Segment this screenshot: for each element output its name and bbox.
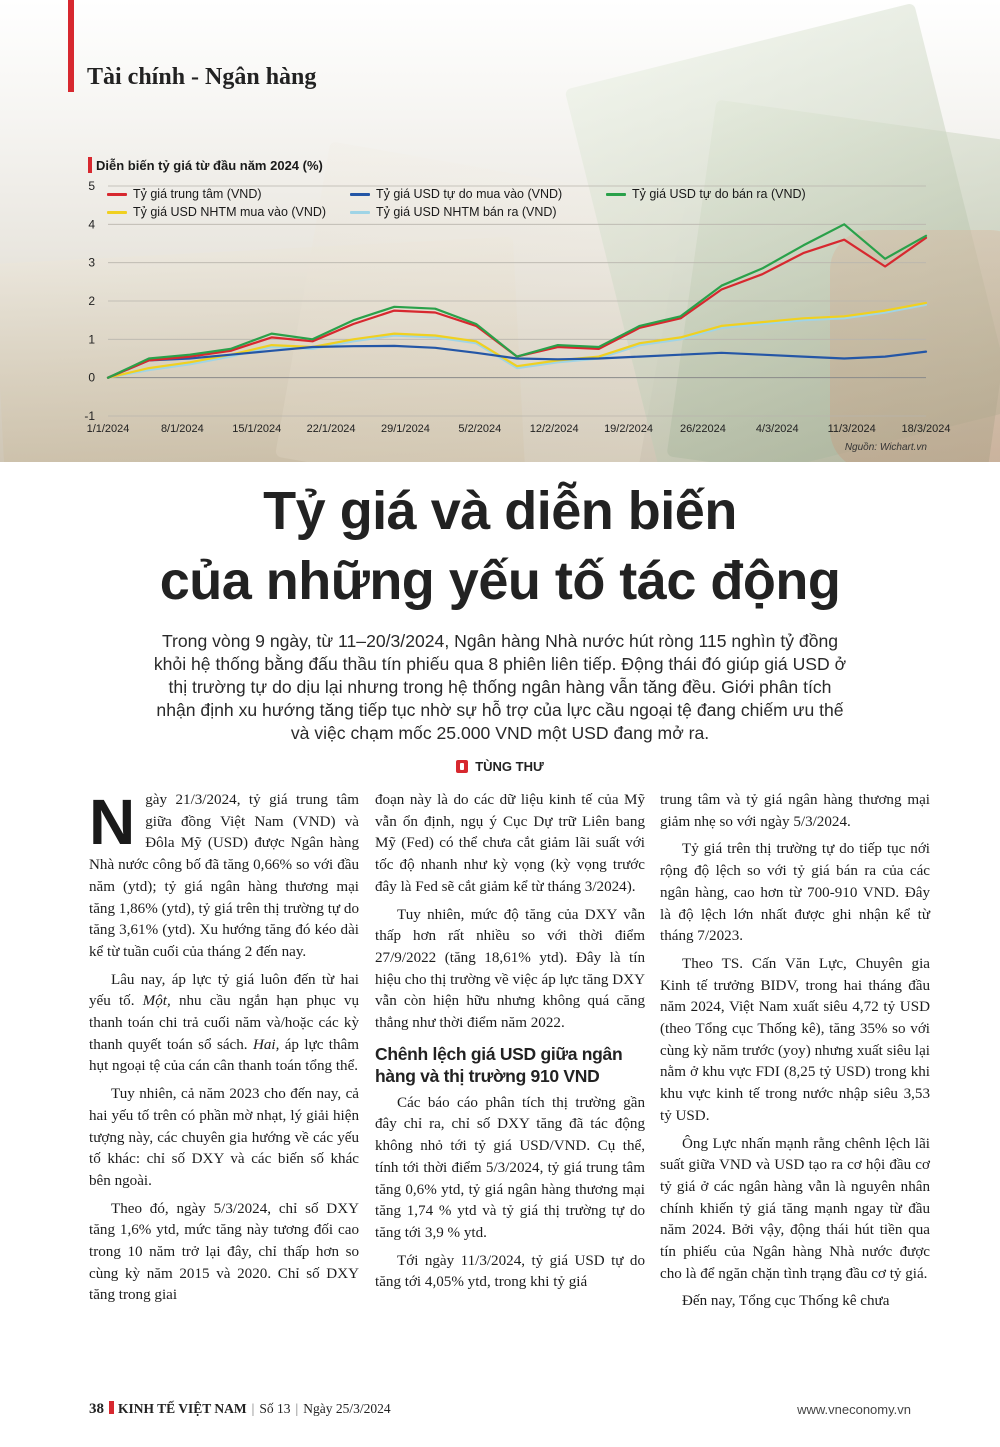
legend-label: Tỷ giá USD NHTM bán ra (VND) <box>376 205 557 219</box>
legend-item <box>107 187 262 201</box>
body-paragraph: Ông Lực nhấn mạnh rằng chênh lệch lãi suất giữa VND và USD tạo ra cơ hội đầu cơ tỷ giá ở các ngân hàng vẫn là nguyên nhân chính khiến tỷ giá tăng mạnh ngay từ đầu năm 2024. Bởi vậy, động thái hút tiền qua tín phiếu của Ngân hàng Nhà nước được cho là để ngăn chặn tình trạng đầu cơ tỷ giá. <box>660 1135 930 1282</box>
x-tick-label: 19/2/2024 <box>604 423 654 435</box>
paragraph-text: áp lực thâm hụt ngoại tệ của cán cân thanh toán tổng thể. <box>89 1036 359 1075</box>
body-paragraph: Các báo cáo phân tích thị trường gần đây chỉ ra, chỉ số DXY tăng đã tác động không nhỏ tới tỷ giá USD/VND. Cụ thể, tính tới thời điểm 5/3/2024, tỷ giá trung tâm tăng 0,6% ytd, tỷ giá ngân hàng thương mại tăng 1,74 % ytd và tỷ giá thị trường tự do tăng tới 3,9 % ytd. <box>375 1094 645 1241</box>
x-tick-label: 8/1/2024 <box>160 423 204 435</box>
exchange-rate-chart <box>0 0 1000 462</box>
legend-label: Tỷ giá trung tâm (VND) <box>133 187 262 201</box>
body-paragraph: Đến nay, Tổng cục Thống kê chưa <box>682 1293 890 1310</box>
body-paragraph <box>89 786 359 964</box>
body-paragraph: Theo đó, ngày 5/3/2024, chỉ số DXY tăng 1,6% ytd, mức tăng này tương đối cao trong 10 năm trở lại đây, chỉ thấp hơn so cùng kỳ năm 2015 và 2020. Chỉ số DXY tăng trong giai <box>89 1200 359 1304</box>
body-paragraph <box>89 970 359 1079</box>
legend-item <box>350 187 562 201</box>
lead-paragraph: Trong vòng 9 ngày, từ 11–20/3/2024, Ngân hàng Nhà nước hút ròng 115 nghìn tỷ đồng khỏi hệ thống bằng đấu thầu tín phiếu qua 8 phiên liên tiếp. Động thái đó giúp giá USD ở thị trường tự do dịu lại nhưng trong hệ thống ngân hàng vẫn tăng đều. Giới phân tích nhận định xu hướng tăng tiếp tục nhờ sự hỗ trợ của lực cầu ngoại tệ đang chiếm ưu thế và việc chạm mốc 25.000 VND một USD đang mở ra. <box>153 631 847 743</box>
pen-icon <box>456 760 468 773</box>
emphasis-text: Hai, <box>252 1036 280 1053</box>
body-paragraph: Tuy nhiên, cả năm 2023 cho đến nay, cả hai yếu tố trên có phần mờ nhạt, lý giải hiện tượng này, các chuyên gia hướng về các yếu tố khác: chỉ số DXY và các biến số khác bên ngoài. <box>89 1086 359 1189</box>
page-number: 38 <box>89 1401 104 1417</box>
author-name: TÙNG THƯ <box>475 759 544 774</box>
issue-date: Ngày 25/3/2024 <box>303 1401 391 1416</box>
legend-item <box>606 187 806 201</box>
y-tick-label: 4 <box>88 217 95 232</box>
headline-line-1: Tỷ giá và diễn biến <box>263 481 737 541</box>
x-tick-label: 29/1/2024 <box>380 423 430 435</box>
y-tick-label: -1 <box>84 409 95 423</box>
footer-accent <box>109 1401 114 1414</box>
x-tick-label: 15/1/2024 <box>232 423 282 435</box>
x-tick-label: 11/3/2024 <box>827 423 876 435</box>
body-paragraph: Theo TS. Cấn Văn Lực, Chuyên gia Kinh tế trưởng BIDV, trong hai tháng đầu năm 2024, Việt Nam xuất siêu 4,72 tỷ USD (theo Tổng cục Thống kê), tăng 35% so với cùng kỳ năm trước (yoy) nhưng xuất siêu lại nằm ở khu vực FDI (8,25 tỷ USD) trong khi khu vực kinh tế trong nước nhập siêu 3,53 tỷ USD. <box>660 955 930 1124</box>
legend-item <box>350 205 557 219</box>
legend-swatch <box>107 211 127 214</box>
footer-info: 38 KINH TẾ VIỆT NAM | Số 13 | Ngày 25/3/2024 <box>89 1401 391 1417</box>
chart-source: Nguồn: Wichart.vn <box>844 442 927 453</box>
body-paragraph: đoạn này là do các dữ liệu kinh tế của Mỹ vẫn ổn định, ngụ ý Cục Dự trữ Liên bang Mỹ (Fed) có thể chưa cắt giảm lãi suất với tốc độ nhanh như kỳ vọng (kỳ vọng trước đây là Fed sẽ cắt giảm kể từ tháng 3/2024). <box>375 792 645 895</box>
body-paragraph: trung tâm và tỷ giá ngân hàng thương mại giảm nhẹ so với ngày 5/3/2024. <box>660 792 930 830</box>
drop-cap: N <box>89 786 136 858</box>
section-label: Tài chính - Ngân hàng <box>87 64 317 90</box>
y-tick-label: 0 <box>88 370 95 385</box>
chart-grid <box>108 186 926 416</box>
chart-title: Diễn biến tỷ giá từ đầu năm 2024 (%) <box>96 158 323 173</box>
website-link[interactable]: www.vneconomy.vn <box>797 1402 911 1417</box>
y-tick-label: 1 <box>88 332 95 347</box>
subheading: Chênh lệch giá USD giữa ngân hàng và thị trường 910 VND <box>375 1043 623 1086</box>
issue-number: Số 13 <box>259 1401 291 1416</box>
series-line <box>108 303 926 378</box>
paragraph-text: gày 21/3/2024, tỷ giá trung tâm giữa đồng Việt Nam (VND) và Đôla Mỹ (USD) được Ngân hàng Nhà nước công bố đã tăng 0,66% so với đầu năm (ytd); tỷ giá ngân hàng thương mại tăng 1,86% (ytd), tỷ giá trên thị trường tự do tăng 3,61% (ytd). Xu hướng tăng đó kéo dài kể từ tuần cuối của tháng 2 đến nay. <box>89 792 359 960</box>
body-paragraph: Tới ngày 11/3/2024, tỷ giá USD tự do tăng tới 4,05% ytd, trong khi tỷ giá <box>375 1252 645 1291</box>
x-tick-label: 18/3/2024 <box>901 423 951 435</box>
byline <box>0 759 1000 774</box>
paragraph-text: nhu cầu ngắn hạn phục vụ thanh toán chi trả cuối năm và/hoặc các kỳ thanh quyết toán sổ sách. <box>89 993 359 1053</box>
body-column-3 <box>660 790 930 1319</box>
legend-swatch <box>606 193 626 196</box>
headline-line-2: của những yếu tố tác động <box>159 551 841 611</box>
legend-label: Tỷ giá USD NHTM mua vào (VND) <box>133 205 327 219</box>
emphasis-text: Một, <box>142 993 171 1010</box>
y-tick-label: 2 <box>88 294 95 308</box>
x-tick-label: 26/22024 <box>679 423 726 435</box>
body-column-1 <box>89 786 359 1313</box>
legend-label: Tỷ giá USD tự do bán ra (VND) <box>632 187 806 201</box>
magazine-name: KINH TẾ VIỆT NAM <box>118 1401 247 1416</box>
y-tick-label: 5 <box>88 179 95 193</box>
x-tick-label: 5/2/2024 <box>458 423 502 435</box>
paragraph-text: Lâu nay, áp lực tỷ giá luôn đến từ hai yếu tố. <box>89 971 359 1010</box>
legend-swatch <box>350 211 370 214</box>
x-tick-label: 4/3/2024 <box>755 423 799 435</box>
x-tick-label: 22/1/2024 <box>306 423 356 435</box>
legend-label: Tỷ giá USD tự do mua vào (VND) <box>376 187 563 201</box>
body-paragraph: Tuy nhiên, mức độ tăng của DXY vẫn thấp hơn rất nhiều so với thời điểm 27/9/2022 (tăng 18,61% ytd). Đây là tín hiệu cho thị trường về việc áp lực tăng DXY vẫn còn hiện hữu nhưng không quá căng thẳng như thời điểm năm 2022. <box>375 906 645 1032</box>
body-column-2 <box>375 790 645 1300</box>
x-tick-label: 12/2/2024 <box>529 423 579 435</box>
chart-y-ticks <box>84 179 95 423</box>
body-paragraph: Tỷ giá trên thị trường tự do tiếp tục nới rộng độ lệch so với tỷ giá bán ra của các ngân hàng, cao hơn từ 700-910 VND. Đây là độ lệch lớn nhất được ghi nhận kể từ tháng 7/2023. <box>660 841 930 945</box>
hero-banner <box>0 0 1000 462</box>
legend-swatch <box>350 193 370 196</box>
legend-item <box>107 205 326 219</box>
legend-swatch <box>107 193 127 196</box>
chart-x-ticks <box>87 423 951 435</box>
y-tick-label: 3 <box>88 255 95 270</box>
x-tick-label: 1/1/2024 <box>86 423 130 435</box>
